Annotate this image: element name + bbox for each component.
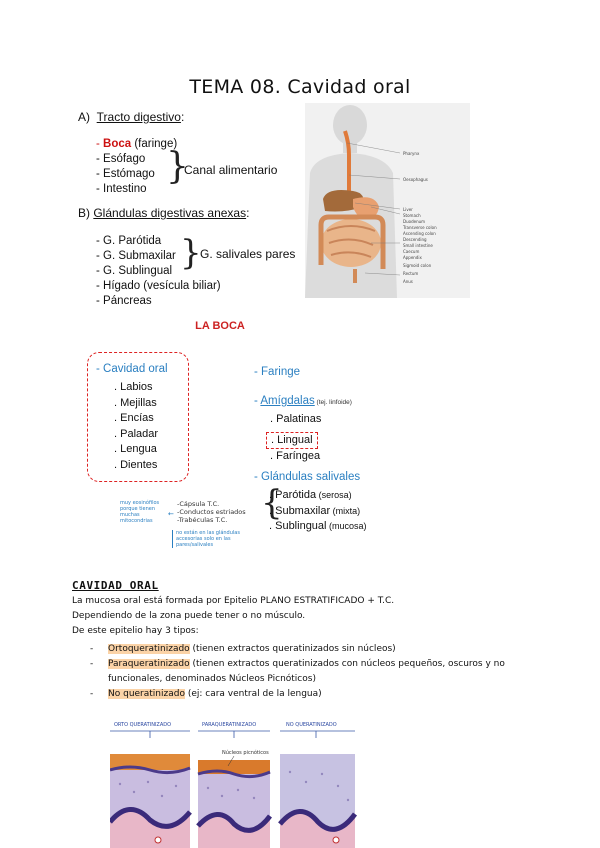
anatomy-label: Small intestine [403,243,433,248]
anatomy-label: Oesophagus [403,177,428,182]
section-a-list [96,137,177,197]
amigdalas-term: Amígdalas [260,395,315,407]
ortoqueratinizado-term: Ortoqueratinizado [108,644,190,654]
section-a-letter: A) [78,110,90,124]
histology-label: ORTO QUERATINIZADO [114,722,172,728]
list-item: - Esófago [96,153,146,165]
nucleos-label: Núcleos picnóticos [222,750,269,756]
digestive-system-figure-icon [305,103,470,298]
list-item: . Dientes [114,458,158,471]
list-item: . Encías [114,412,154,424]
brace-icon: } [166,146,189,187]
canal-alimentario-label: Canal alimentario [184,163,278,177]
amigdalas-heading: - Amígdalas (tej. linfoide) [254,395,352,407]
histology-figure [110,712,360,848]
list-item: - G. Sublingual [96,265,173,277]
page-title: TEMA 08. Cavidad oral [189,76,411,98]
accessory-glands-note: no están en las glándulas accesorias solo en las pares/salivales [172,530,240,548]
list-item: - No queratinizado (ej: cara ventral de la lengua) [90,689,322,699]
section-a-heading [78,110,184,124]
list-item: . Palatinas [270,413,322,425]
list-item: - Páncreas [96,295,152,307]
section-b-letter: B) [78,206,90,220]
list-item-lingual: . Lingual [266,432,318,450]
glandulas-heading: - Glándulas salivales [254,471,361,483]
cavidad-oral-heading: - Cavidad oral [96,363,168,375]
list-item: -Cápsula T.C. [177,500,220,508]
paragraph-line: De este epitelio hay 3 tipos: [72,626,199,636]
paraqueratinizado-term: Paraqueratinizado [108,659,190,669]
la-boca-heading: LA BOCA [195,320,245,332]
glandulas-list [269,488,367,535]
anatomy-label: Pharynx [403,151,420,156]
anatomy-label: Anus [403,279,413,284]
amigdalas-list [270,412,321,465]
brace-icon: } [180,233,202,273]
list-item: . Sublingual (mucosa) [269,520,367,532]
list-item: -Conductos estriados [177,508,246,516]
section-a-colon: : [180,110,185,124]
list-item: . Submaxilar (mixta) [269,504,361,517]
cavidad-oral-text [72,594,542,639]
anatomy-label: Descending [403,237,427,242]
digestive-system-illustration [305,103,470,298]
section-b-label: Glándulas digestivas anexas [93,206,247,220]
eosinophil-note: muy eosinófilos porque tienen muchas mitocondrias [120,500,160,524]
anatomy-label: Liver [403,207,413,212]
list-item: - Estómago [96,168,155,180]
list-item: - Paraqueratinizado (tienen extractos queratinizados con núcleos pequeños, oscuros y no funcionales, denominados Núcleos Picnóticos) [90,659,505,684]
histology-label: PARAQUERATINIZADO [202,722,257,728]
list-item: . Paladar [114,427,159,440]
faringe-heading: - Faringe [254,366,301,378]
section-a-label: Tracto digestivo [96,110,181,124]
list-item: . Lengua [114,443,157,455]
brace-icon: } [261,483,283,523]
histology-panels-icon [110,712,360,848]
boca-term: Boca [103,138,132,150]
structure-list [177,500,246,524]
list-item: . Mejillas [114,396,157,409]
anatomy-label: Transverse colon [403,225,437,230]
list-item: . Faríngea [270,450,321,462]
list-item: - G. Submaxilar [96,250,176,262]
anatomy-label: Rectum [403,271,419,276]
arrow-left-icon: ← [168,510,174,518]
anatomy-label: Ascending colon [403,231,436,236]
list-item: - Intestino [96,183,147,195]
list-item: -Trabéculas T.C. [177,516,228,524]
paragraph-line: Dependiendo de la zona puede tener o no músculo. [72,611,306,621]
list-item: - Boca (faringe) [96,138,178,150]
cavidad-oral-section-heading: CAVIDAD ORAL [72,579,159,592]
cavidad-oral-list [114,380,158,473]
section-b-list [96,234,221,309]
list-item: - Hígado (vesícula biliar) [96,280,221,292]
histology-label: NO QUERATINIZADO [286,722,337,728]
amigdalas-note: (tej. linfoide) [314,399,352,406]
anatomy-label: Stomach [403,213,421,218]
list-item: . Parótida (serosa) [269,489,352,501]
section-b-heading [78,206,249,220]
section-b-colon: : [246,206,250,220]
anatomy-label: Caecum [403,249,420,254]
no-queratinizado-term: No queratinizado [108,689,185,699]
anatomy-label: Appendix [403,255,422,260]
list-item: - G. Parótida [96,235,162,247]
salivales-pares-label: G. salivales pares [200,247,296,261]
epithelium-types-list [90,642,520,702]
paragraph-line: La mucosa oral está formada por Epitelio PLANO ESTRATIFICADO + T.C. [72,596,395,606]
list-item: - Ortoqueratinizado (tienen extractos queratinizados sin núcleos) [90,644,396,654]
anatomy-label: Duodenum [403,219,426,224]
list-item: . Labios [114,381,153,393]
anatomy-label: Sigmoid colon [403,263,432,268]
